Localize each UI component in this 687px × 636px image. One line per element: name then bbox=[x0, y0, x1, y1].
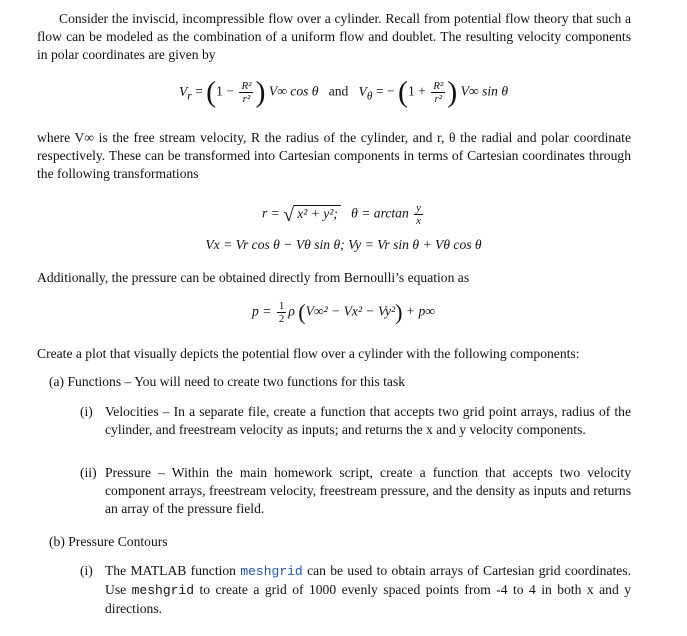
and-word: and bbox=[328, 83, 349, 99]
one-half-fraction: $\frac{1}{2}$ bbox=[278, 300, 285, 325]
item-a-ii bbox=[80, 464, 631, 518]
pinf-term: + p∞ bbox=[405, 303, 435, 319]
item-a-label: (a) Functions – You will need to create two functions for this task bbox=[49, 374, 406, 389]
vinf-cos-term: V∞ cos θ bbox=[268, 83, 319, 99]
r-ratio-fraction: $\frac{\text{R²}}{\text{r²}}$ bbox=[241, 80, 252, 105]
vtheta-symbol: $V_\theta$ bbox=[358, 83, 373, 103]
cartesian-velocity-equation: Vx = Vr cos θ − Vθ sin θ; Vy = Vr sin θ + Vθ cos θ bbox=[205, 237, 482, 252]
y-over-x-fraction: $\frac{y}{x}$ bbox=[416, 202, 422, 227]
r-ratio-fraction-2: $\frac{\text{R²}}{\text{r²}}$ bbox=[433, 80, 444, 105]
theta-equals: θ = arctan bbox=[351, 205, 409, 221]
r-equals: r = bbox=[261, 205, 280, 221]
item-b-i-label: (i) bbox=[80, 563, 93, 578]
item-a-ii-label: (ii) bbox=[80, 465, 97, 480]
meshgrid-code-1: meshgrid bbox=[240, 564, 303, 579]
item-b-i-text: The MATLAB function meshgrid can be used to obtain arrays of Cartesian grid coordinates. Use meshgrid to create a grid of 1000 evenly spaced points from -4 to 4 in both x and y directions. bbox=[105, 563, 632, 616]
polar-transform-equation bbox=[0, 202, 687, 227]
item-a-ii-text: Pressure – Within the main homework script, create a function that accepts two velocity component arrays, freestream velocity, freestream pressure, and the density as inputs and returns an array of the pressure field. bbox=[105, 465, 631, 516]
bernoulli-paragraph: Additionally, the pressure can be obtained directly from Bernoulli’s equation as bbox=[37, 270, 470, 285]
velocity-polar-equation: $V_r = (1$ − $\frac{\text{R²}}{\text{r²}}$ ) V∞ cos θ and $V_\theta$ = − (1 + $\frac{\text{R²}}{\text{r²}}$ ) V∞ sin θ bbox=[178, 75, 509, 109]
intro-paragraph: Consider the inviscid, incompressible flow over a cylinder. Recall from potential flow theory that such a flow can be modeled as the combination of a uniform flow and doublet. The resulting velocity components in polar coordinates are given by bbox=[37, 11, 631, 62]
item-a-i-label: (i) bbox=[80, 404, 93, 419]
sqrt-expression: √ x² + y²; bbox=[283, 205, 341, 224]
transform-paragraph: where V∞ is the free stream velocity, R the radius of the cylinder, and r, θ the radial and polar coordinate respectively. These can be transformed into Cartesian components in terms of Cartesian coordinates through the following transformations bbox=[37, 130, 631, 181]
item-a-i bbox=[80, 403, 631, 439]
vinf-sin-term: V∞ sin θ bbox=[460, 83, 509, 99]
item-a-i-text: Velocities – In a separate file, create a function that accepts two grid point arrays, radius of the cylinder, and freestream velocity as inputs; and returns the x and y velocity components. bbox=[105, 404, 631, 437]
item-b-i bbox=[80, 562, 631, 618]
task-paragraph: Create a plot that visually depicts the potential flow over a cylinder with the following components: bbox=[37, 346, 580, 361]
vr-symbol: $V_r$ bbox=[178, 83, 192, 103]
item-b-label: (b) Pressure Contours bbox=[49, 534, 168, 549]
meshgrid-code-2: meshgrid bbox=[131, 583, 195, 598]
velocity-squared-terms: V∞² − Vx² − Vy² bbox=[305, 303, 396, 319]
pressure-equation: p = $\frac{1}{2}$ ρ (V∞² − Vx² − Vy²) + p∞ bbox=[252, 299, 435, 325]
